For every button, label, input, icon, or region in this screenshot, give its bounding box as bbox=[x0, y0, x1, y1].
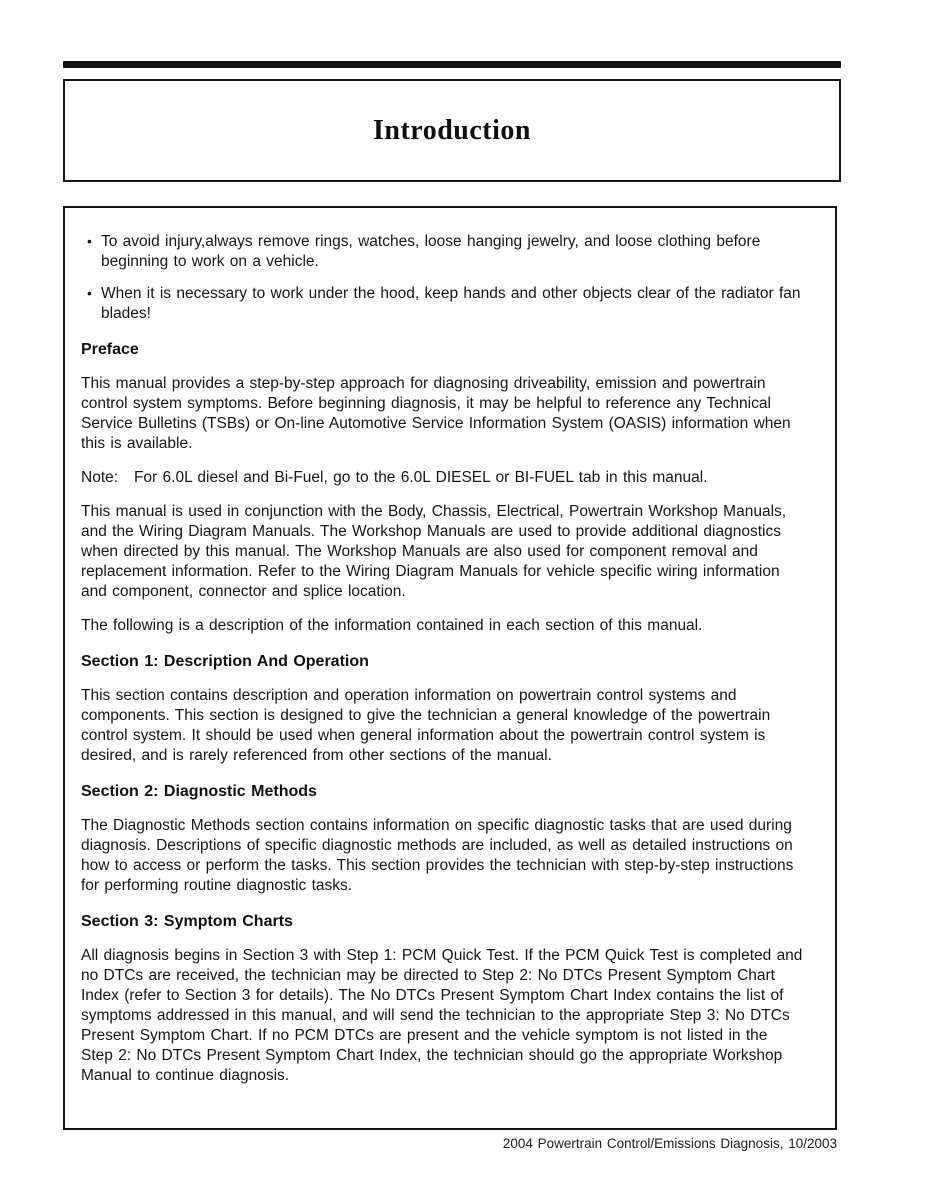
note-paragraph: Note: For 6.0L diesel and Bi-Fuel, go to the 6.0L DIESEL or BI-FUEL tab in this manual. bbox=[81, 469, 708, 486]
paragraph: This section contains description and operation information on powertrain control systems and components. This section is designed to give the technician a general knowledge of the powertrain control system. It should be used when general information about the powertrain control system is desired, and is rarely referenced from other sections of the manual. bbox=[81, 687, 776, 764]
section-heading-diagnostic-methods: Section 2: Diagnostic Methods bbox=[81, 783, 317, 800]
paragraph: This manual provides a step-by-step approach for diagnosing driveability, emission and powertrain control system symptoms. Before beginning diagnosis, it may be helpful to reference any Technical Service Bulletins (TSBs) or On-line Automotive Service Information System (OASIS) information when this is available. bbox=[81, 375, 796, 452]
safety-bullet-list bbox=[81, 232, 803, 324]
top-rule-divider bbox=[63, 61, 841, 68]
section-heading-symptom-charts: Section 3: Symptom Charts bbox=[81, 913, 293, 930]
safety-bullet-item: • To avoid injury,always remove rings, watches, loose hanging jewelry, and loose clothing before beginning to work on a vehicle. bbox=[87, 232, 803, 272]
footer-text: 2004 Powertrain Control/Emissions Diagnosis, 10/2003 bbox=[502, 1136, 837, 1151]
paragraph: The Diagnostic Methods section contains information on specific diagnostic tasks that are used during diagnosis. Descriptions of specific diagnostic methods are included, as well as detailed instructions on how to access or perform the tasks. This section provides the technician with step-by-step instructions for performing routine diagnostic tasks. bbox=[81, 817, 799, 894]
page-title: Introduction bbox=[373, 114, 531, 146]
safety-bullet-item: • When it is necessary to work under the hood, keep hands and other objects clear of the radiator fan blades! bbox=[87, 284, 803, 324]
paragraph: This manual is used in conjunction with the Body, Chassis, Electrical, Powertrain Workshop Manuals, and the Wiring Diagram Manuals. The Workshop Manuals are used to provide additional diagnostics when directed by this manual. The Workshop Manuals are also used for component removal and replacement information. Refer to the Wiring Diagram Manuals for vehicle specific wiring information and component, connector and splice location. bbox=[81, 503, 792, 600]
paragraph: All diagnosis begins in Section 3 with Step 1: PCM Quick Test. If the PCM Quick Test is completed and no DTCs are received, the technician may be directed to Step 2: No DTCs Present Symptom Chart Index (refer to Section 3 for details). The No DTCs Present Symptom Chart Index contains the list of symptoms addressed in this manual, and will send the technician to the appropriate Step 3: No DTCs Present Symptom Chart. If no PCM DTCs are present and the vehicle symptom is not listed in the Step 2: No DTCs Present Symptom Chart Index, the technician should go the appropriate Workshop Manual to continue diagnosis. bbox=[81, 947, 808, 1084]
section-heading-description-and-operation: Section 1: Description And Operation bbox=[81, 653, 369, 670]
title-box bbox=[63, 79, 841, 182]
paragraph: The following is a description of the information contained in each section of this manual. bbox=[81, 617, 703, 634]
content-box bbox=[63, 206, 837, 1130]
section-heading-preface: Preface bbox=[81, 341, 139, 358]
